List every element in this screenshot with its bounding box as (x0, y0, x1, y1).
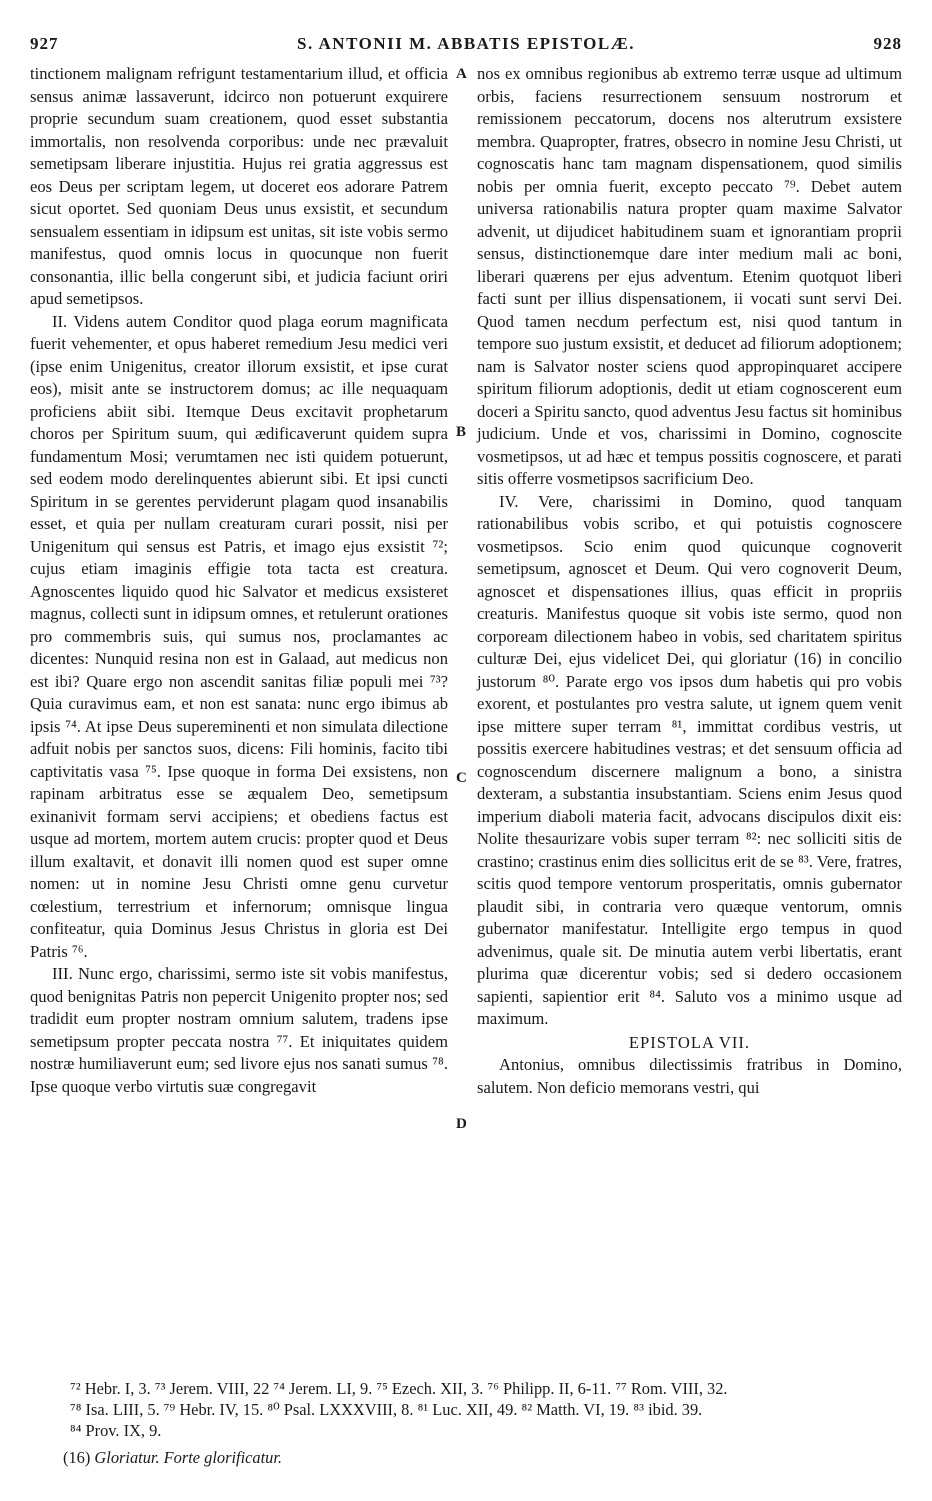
footnote-line-1: ⁷² Hebr. I, 3. ⁷³ Jerem. VIII, 22 ⁷⁴ Jerem. LI, 9. ⁷⁵ Ezech. XII, 3. ⁷⁶ Philipp. II, 6-11. ⁷⁷ Rom. VIII, 32. (70, 1379, 728, 1398)
critical-note-number: (16) (63, 1448, 91, 1467)
left-paragraph-3: III. Nunc ergo, charissimi, sermo iste sit vobis manifestus, quod benignitas Patris non pepercit Unigenito propter nos; sed tradidit eum propter nostram omnium salutem, tradens ipse semetipsum propter peccata nostra ⁷⁷. Et iniquitates quidem nostræ humiliaverunt eum; sed livore ejus nos sanati sumus ⁷⁸. Ipse quoque verbo virtutis suæ congregavit (30, 964, 448, 1096)
footnote-line-2: ⁷⁸ Isa. LIII, 5. ⁷⁹ Hebr. IV, 15. ⁸⁰ Psal. LXXXVIII, 8. ⁸¹ Luc. XII, 49. ⁸² Matth. VI, 19. ⁸³ ibid. 39. (70, 1400, 703, 1419)
margin-marker-c: C (456, 770, 467, 786)
right-column (477, 63, 902, 1099)
footnote-line-3: ⁸⁴ Prov. IX, 9. (70, 1421, 162, 1440)
page-number-left: 927 (30, 34, 59, 53)
margin-marker-d: D (456, 1116, 467, 1132)
right-paragraph-1: nos ex omnibus regionibus ab extremo terræ usque ad ultimum orbis, faciens resurrectionem sensuum nostrorum et remissionem peccatorum, docens nos alterutrum exsistere membra. Quapropter, fratres, obsecro in nomine Jesu Christi, ut cognoscatis hanc tam magnam dispensationem, quod similis nobis per omnia fuerit, excepto peccato ⁷⁹. Debet autem universa rationabilis natura propter quam maxime Salvator advenit, ut dijudicet habitudinem suam et ignorantiam proprii sensus, distinctionemque dare inter medium mali ac boni, liberari quærens per ejus adventum. Etenim quotquot liberi facti sunt per illius dispensationem, ii vocati sunt servi Dei. Quod tamen necdum perfectum est, nisi quod tantum in tempore suo justum exsistit, et deducet ad filiorum adoptionem; nam is Salvator noster sciens quod appropinquaret accipere spiritum filiorum adoptionis, dedit ut etiam cognoscerent eum doceri a Spiritu sancto, quod adventus Jesu factus sit hominibus judicium. Unde et vos, charissimi in Domino, cognoscite vosmetipsos, ut ad hæc et tempus possitis cognoscere, et parati sitis offerre vosmetipsos sacrificium Deo. (477, 64, 902, 488)
page-header (30, 34, 902, 58)
critical-note (63, 1448, 282, 1468)
margin-marker-b: B (456, 424, 467, 440)
left-column (30, 63, 448, 1098)
left-paragraph-1: tinctionem malignam refrigunt testamentarium illud, et officia sensus animæ lassaverunt, idcirco non potuerunt exquirere proprie secundum suam creationem, quod esset substantia immortalis, non resolvenda corporibus: unde nec prævaluit semetipsam liberare injustitia. Hujus rei gratia aggressus est eos Deus per scriptam legem, ut doceret eos adorare Patrem sicut oportet. Sed quoniam Deus unus exsistit, et secundum sensualem essentiam in idipsum est unitas, sit iste vobis sermo manifestus, quod omnis locus in quocunque non fuerit consonantia, illic bella congerunt sibi, et judicia faciunt oriri apud semetipsos. (30, 64, 448, 308)
right-paragraph-3: Antonius, omnibus dilectissimis fratribus in Domino, salutem. Non deficio memorans vestri, qui (477, 1055, 902, 1097)
critical-note-text: Gloriatur. Forte glorificatur. (94, 1448, 283, 1467)
page-number-right: 928 (873, 34, 902, 53)
running-title: S. ANTONII M. ABBATIS EPISTOLÆ. (297, 34, 635, 53)
epistle-title: EPISTOLA VII. (628, 1032, 751, 1052)
margin-marker-a: A (456, 66, 467, 82)
left-paragraph-2: II. Videns autem Conditor quod plaga eorum magnificata fuerit vehementer, et opus haberet remedium Jesu medici veri (ipse enim Unigenitus, creator illorum exsistit, et ipse curat eos), misit ante se instructorem domus; ac ille nequaquam proficiens abiit sibi. Itemque Deus excitavit prophetarum choros per Spiritum suum, qui ædificaverunt quidem supra fundamentum Mosi; verumtamen nec isti quidem potuerunt, sed eodem modo derelinquentes abierunt sibi. Et ipsi cuncti Spiritum in se gerentes perviderunt plagam quod insanabilis esset, et quia per nullam creaturam curari possit, nisi per Unigenitum qui sensus est Patris, et imago ejus exsistit ⁷²; cujus etiam imaginis effigie tota tacta est creatura. Agnoscentes liquido quod hic Salvator et medicus exsisteret magnus, collecti sunt in idipsum omnes, et retulerunt orationes pro commembris suis, qui sumus nos, proclamantes ac dicentes: Nunquid resina non est in Galaad, aut medicus non est ibi? Quare ergo non ascendit sanitas filiæ populi mei ⁷³? Quia curavimus eam, et non est sanata: nunc ergo ibimus ab ipsis ⁷⁴. At ipse Deus supereminenti et non simulata dilectione adfuit nobis per sanctos suos, dicens: Fili hominis, facito tibi captivitatis vasa ⁷⁵. Ipse quoque in forma Dei exsistens, non rapinam arbitratus esse se æqualem Deo, semetipsum exinanivit formam servi accipiens; et obediens factus est usque ad mortem, mortem autem crucis: propter quod et Deus illum exaltavit, et donavit illi nomen quod est super omne nomen: ut in nomine Jesu Christi omne genu curvetur cœlestium, terrestrium et infernorum; omnisque lingua confiteatur, quia Dominus Jesus Christus in gloria est Dei Patris ⁷⁶. (30, 311, 448, 961)
footnotes (70, 1378, 900, 1441)
right-paragraph-2: IV. Vere, charissimi in Domino, quod tanquam rationabilibus vobis scribo, et qui potuistis cognoscere vosmetipsos. Scio enim quod quicunque cognoverit semetipsum, agnoscet et Deum. Qui vero cognoverit Deum, agnoscet et dispensationes illius, quas efficit in propriis creaturis. Manifestus quoque sit vobis iste sermo, quod non corpoream dilectionem habeo in vobis, sed charitatem spiritus culturæ Dei, ejus videlicet Dei, qui gloriatur (16) in concilio justorum ⁸⁰. Parate ergo vos ipsos dum habetis qui pro vobis exorent, et postulantes pro vestra salute, ut ignem quem venit ipse mittere super terram ⁸¹, immittat cordibus vestris, ut possitis exercere habitudines vestras; et det sensuum officia ad cognoscendum discernere malignum a bono, a sinistra dexteram, a substantia insubstantiam. Sciens enim Jesus quod imperium diaboli materia facit, advocans discipulos dixit eis: Nolite thesaurizare vobis super terram ⁸²: nec solliciti sitis de crastino; crastinus enim dies sollicitus erit de se ⁸³. Vere, fratres, scitis quod tempore ventorum prosperitatis, omnis gubernator plaudit sibi, in contraria vero quæque ventorum, omnis gubernator manifestatur. Intelligite ergo tempus in quod advenimus, quale sit. De minutia autem verbi libertatis, erant plurima quæ dicerentur vobis; sed si dedero occasionem sapienti, sapientior erit ⁸⁴. Saluto vos a minimo usque ad maximum. (477, 491, 902, 1028)
